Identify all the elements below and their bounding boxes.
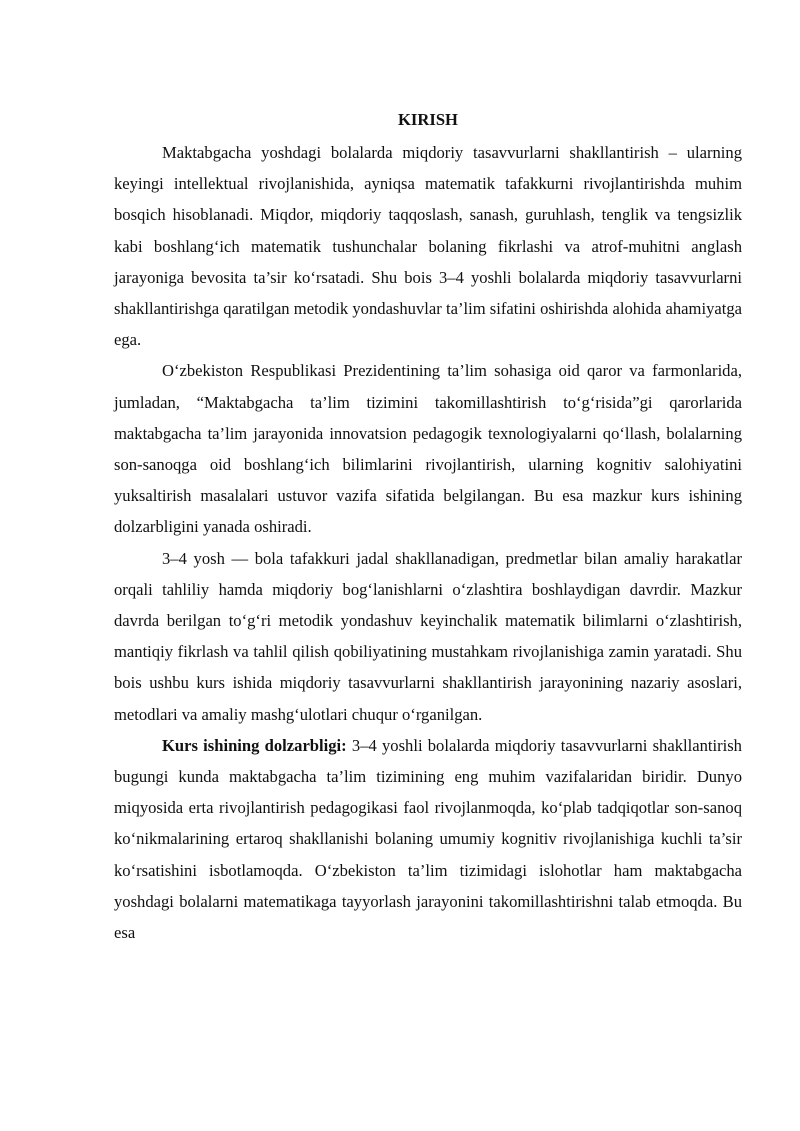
paragraph-lead: Kurs ishining dolzarbligi: [162,735,347,755]
paragraph-4 [114,730,742,948]
paragraph-3 [114,543,742,730]
paragraph-2 [114,355,742,542]
paragraph-text: 3–4 yosh — bola tafakkuri jadal shakllanadigan, predmetlar bilan amaliy harakatlar orqali tahliliy hamda miqdoriy bog‘lanishlarni o‘zlashtira boshlaydigan davrdir. Mazkur davrda berilgan to‘g‘ri metodik yondashuv keyinchalik matematik bilimlarni o‘zlashtirish, mantiqiy fikrlash va tahlil qilish qobiliyatining mustahkam rivojlanishiga zamin yaratadi. Shu bois ushbu kurs ishida miqdoriy tasavvurlarni shakllantirish jarayonining nazariy asoslari, metodlari va amaliy mashg‘ulotlari chuqur o‘rganilgan. [114,548,742,724]
paragraph-text: 3–4 yoshli bolalarda miqdoriy tasavvurlarni shakllantirish bugungi kunda maktabgacha ta’lim tizimining eng muhim vazifalaridan biridir. Dunyo miqyosida erta rivojlantirish pedagogikasi faol rivojlanmoqda, ko‘plab tadqiqotlar son-sanoq ko‘nikmalarining ertaroq shakllanishi bolaning umumiy kognitiv rivojlanishiga kuchli ta’sir ko‘rsatishini isbotlamoqda. O‘zbekiston ta’lim tizimidagi islohotlar ham maktabgacha yoshdagi bolalarni matematikaga tayyorlash jarayonini takomillashtirishni talab etmoqda. Bu esa [114,735,742,943]
document-page [114,106,742,948]
section-title: KIRISH [398,110,458,129]
paragraph-text: O‘zbekiston Respublikasi Prezidentining ta’lim sohasiga oid qaror va farmonlarida, jumladan, “Maktabgacha ta’lim tizimini takomillashtirish to‘g‘risida”gi qarorlarida maktabgacha ta’lim jarayonida innovatsion pedagogik texnologiyalarni qo‘llash, bolalarning son-sanoqga oid boshlang‘ich bilimlarini rivojlantirish, ularning kognitiv salohiyatini yuksaltirish masalalari ustuvor vazifa sifatida belgilangan. Bu esa mazkur kurs ishining dolzarbligini yanada oshiradi. [114,361,742,537]
paragraph-1 [114,137,742,355]
paragraph-text: Maktabgacha yoshdagi bolalarda miqdoriy tasavvurlarni shakllantirish – ularning keyingi intellektual rivojlanishida, ayniqsa matematik tafakkurni rivojlantirishda muhim bosqich hisoblanadi. Miqdor, miqdoriy taqqoslash, sanash, guruhlash, tenglik va tengsizlik kabi boshlang‘ich matematik tushunchalar bolaning fikrlashi va atrof-muhitni anglash jarayoniga bevosita ta’sir ko‘rsatadi. Shu bois 3–4 yoshli bolalarda miqdoriy tasavvurlarni shakllantirishga qaratilgan metodik yondashuvlar ta’lim sifatini oshirishda alohida ahamiyatga ega. [114,143,742,350]
